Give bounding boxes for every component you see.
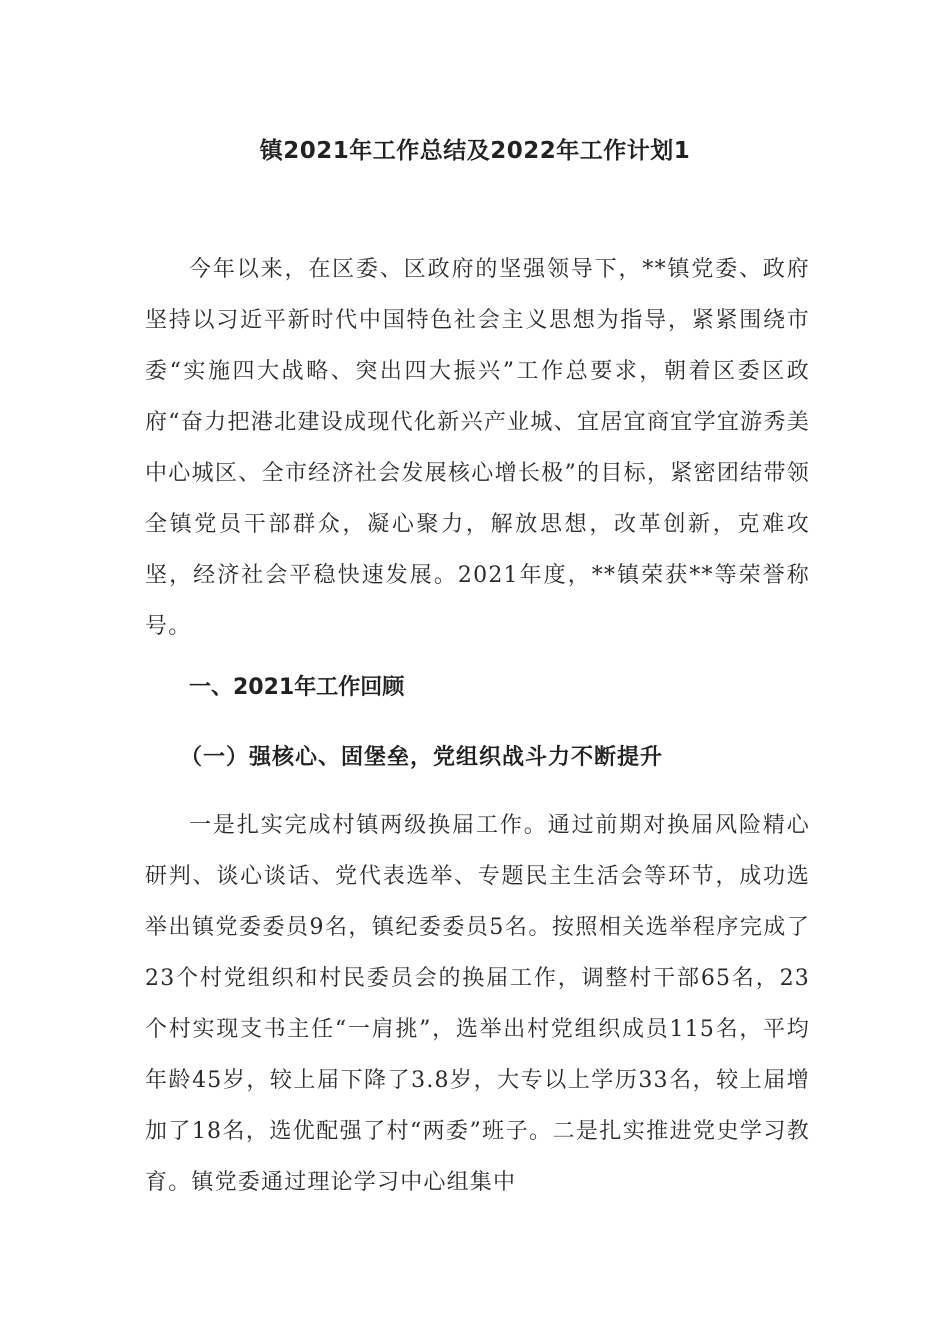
body-paragraph: 一是扎实完成村镇两级换届工作。通过前期对换届风险精心研判、谈心谈话、党代表选举、专题民主生活会等环节，成功选举出镇党委委员9名，镇纪委委员5名。按照相关选举程序完成了23个村党组织和村民委员会的换届工作，调整村干部65名，23个村实现支书主任“一肩挑”，选举出村党组织成员115名，平均年龄45岁，较上届下降了3.8岁，大专以上学历33名，较上届增加了18名，选优配强了村“两委”班子。二是扎实推进党史学习教育。镇党委通过理论学习中心组集中 [145, 813, 810, 1195]
document-title: 镇2021年工作总结及2022年工作计划1 [259, 138, 691, 164]
sub-heading: （一）强核心、固堡垒，党组织战斗力不断提升 [180, 744, 664, 770]
section-heading: 一、2021年工作回顾 [189, 675, 405, 700]
intro-section [145, 244, 810, 652]
intro-paragraph: 今年以来，在区委、区政府的坚强领导下，**镇党委、政府坚持以习近平新时代中国特色社会主义思想为指导，紧紧围绕市委“实施四大战略、突出四大振兴”工作总要求，朝着区委区政府“奋力把港北建设成现代化新兴产业城、宜居宜商宜学宜游秀美中心城区、全市经济社会发展核心增长极”的目标，紧密团结带领全镇党员干部群众，凝心聚力，解放思想，改革创新，克难攻坚，经济社会平稳快速发展。2021年度，**镇荣获**等荣誉称号。 [145, 257, 810, 639]
body-section [145, 800, 810, 1208]
